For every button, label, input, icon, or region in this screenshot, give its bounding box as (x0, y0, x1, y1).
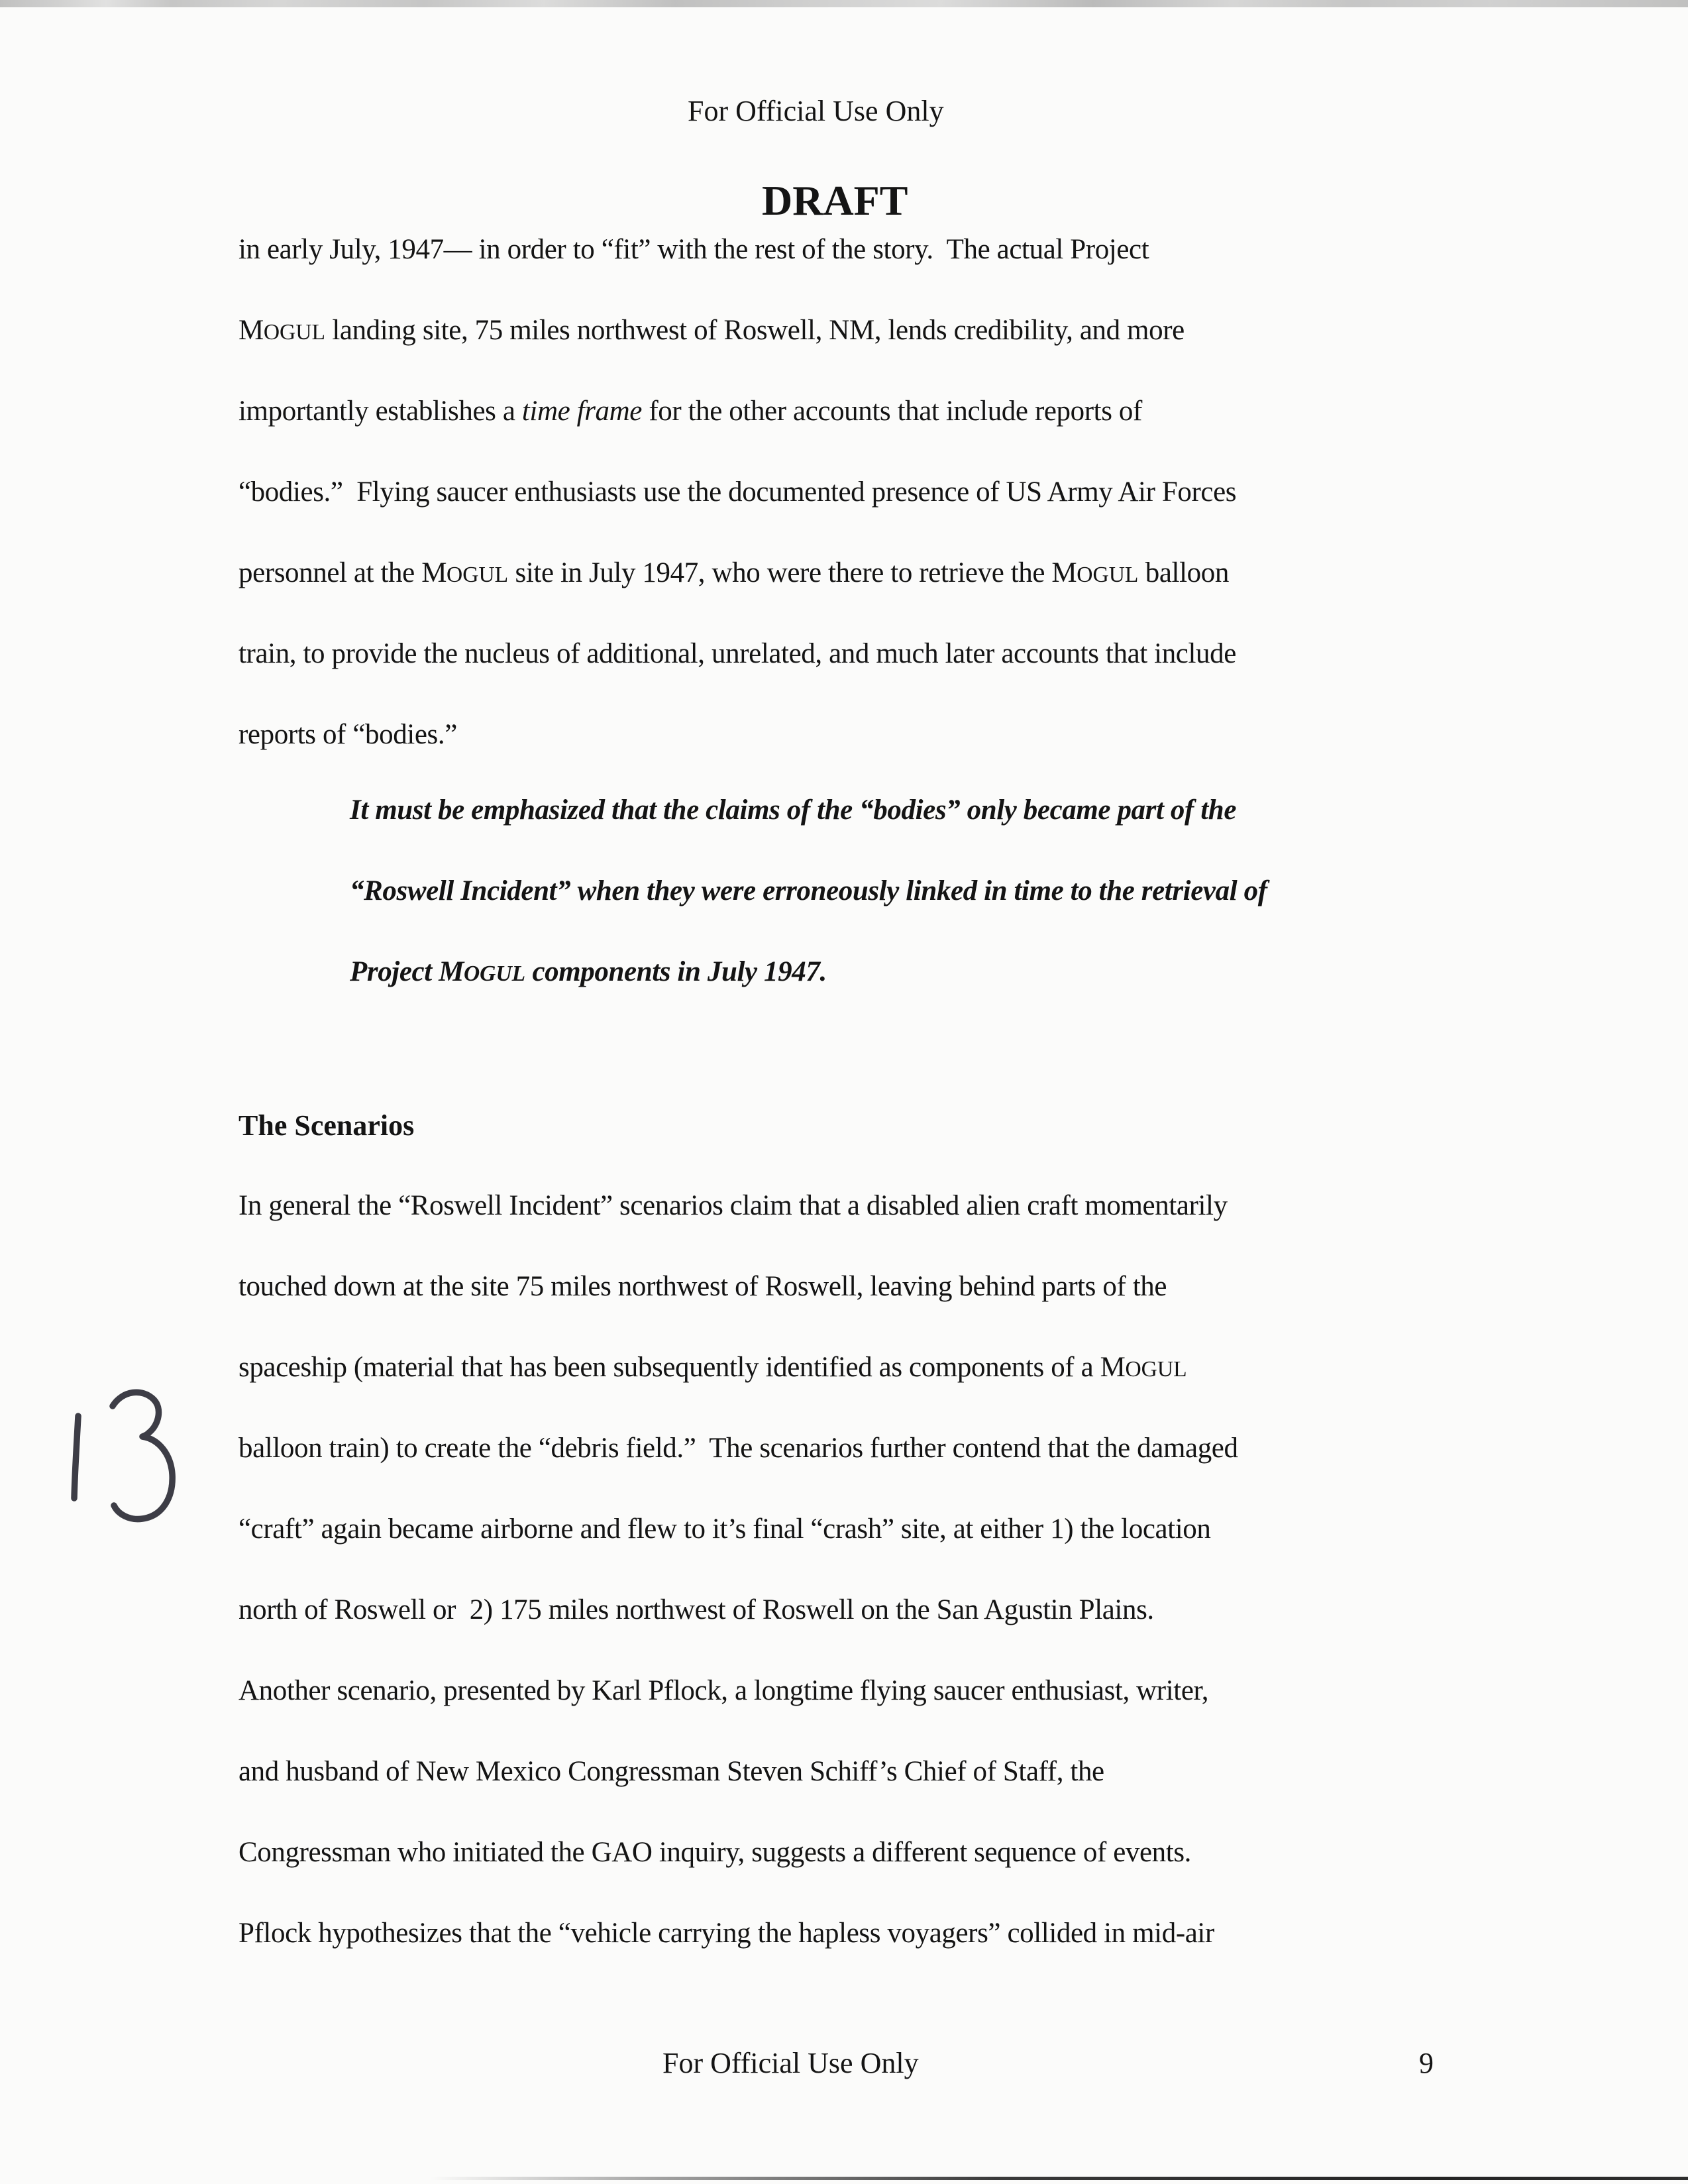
text-line: MOGUL landing site, 75 miles northwest of Roswell, NM, lends credibility, and more (238, 315, 1185, 346)
paragraph-emphasis (350, 770, 1267, 1012)
classification-header: For Official Use Only (688, 95, 944, 127)
draft-watermark-title: DRAFT (762, 177, 908, 224)
text-line: “bodies.” Flying saucer enthusiasts use the documented presence of US Army Air Forces (238, 476, 1237, 508)
paragraph-intro (238, 209, 1236, 775)
text-line: Project MOGUL components in July 1947. (350, 956, 827, 987)
text-line: importantly establishes a time frame for the other accounts that include reports of (238, 396, 1142, 427)
text-line: personnel at the MOGUL site in July 1947, who were there to retrieve the MOGUL balloon (238, 557, 1229, 588)
text-line: Congressman who initiated the GAO inquiry, suggests a different sequence of events. (238, 1837, 1192, 1868)
text-line: and husband of New Mexico Congressman Steven Schiff’s Chief of Staff, the (238, 1756, 1104, 1787)
text-line: in early July, 1947— in order to “fit” with the rest of the story. The actual Project (238, 234, 1149, 265)
text-line: spaceship (material that has been subsequently identified as components of a MOGUL (238, 1352, 1187, 1383)
text-line: It must be emphasized that the claims of the “bodies” only became part of the (350, 794, 1236, 826)
text-line: In general the “Roswell Incident” scenarios claim that a disabled alien craft momentarily (238, 1190, 1228, 1221)
text-line: “craft” again became airborne and flew to it’s final “crash” site, at either 1) the location (238, 1513, 1211, 1545)
handwritten-margin-number (53, 1368, 185, 1534)
text-line: Another scenario, presented by Karl Pflock, a longtime flying saucer enthusiast, writer, (238, 1675, 1209, 1706)
section-heading-the-scenarios: The Scenarios (238, 1109, 415, 1142)
classification-footer: For Official Use Only (662, 2047, 919, 2079)
text-line: reports of “bodies.” (238, 719, 457, 750)
text-line: train, to provide the nucleus of additional, unrelated, and much later accounts that include (238, 638, 1236, 669)
text-line: balloon train) to create the “debris field.” The scenarios further contend that the damaged (238, 1433, 1238, 1464)
text-line: touched down at the site 75 miles northwest of Roswell, leaving behind parts of the (238, 1271, 1167, 1302)
paragraph-scenarios (238, 1166, 1238, 1974)
text-line: “Roswell Incident” when they were erroneously linked in time to the retrieval of (350, 875, 1267, 906)
handwritten-digit-1 (74, 1416, 78, 1498)
text-line: north of Roswell or 2) 175 miles northwest of Roswell on the San Agustin Plains. (238, 1594, 1154, 1625)
handwritten-digit-3 (113, 1392, 172, 1519)
text-line: Pflock hypothesizes that the “vehicle carrying the hapless voyagers” collided in mid-air (238, 1918, 1214, 1949)
scan-artifact-bottom-line (431, 2177, 1688, 2180)
page-number: 9 (1419, 2047, 1434, 2079)
scan-artifact-top-strip (0, 0, 1688, 7)
